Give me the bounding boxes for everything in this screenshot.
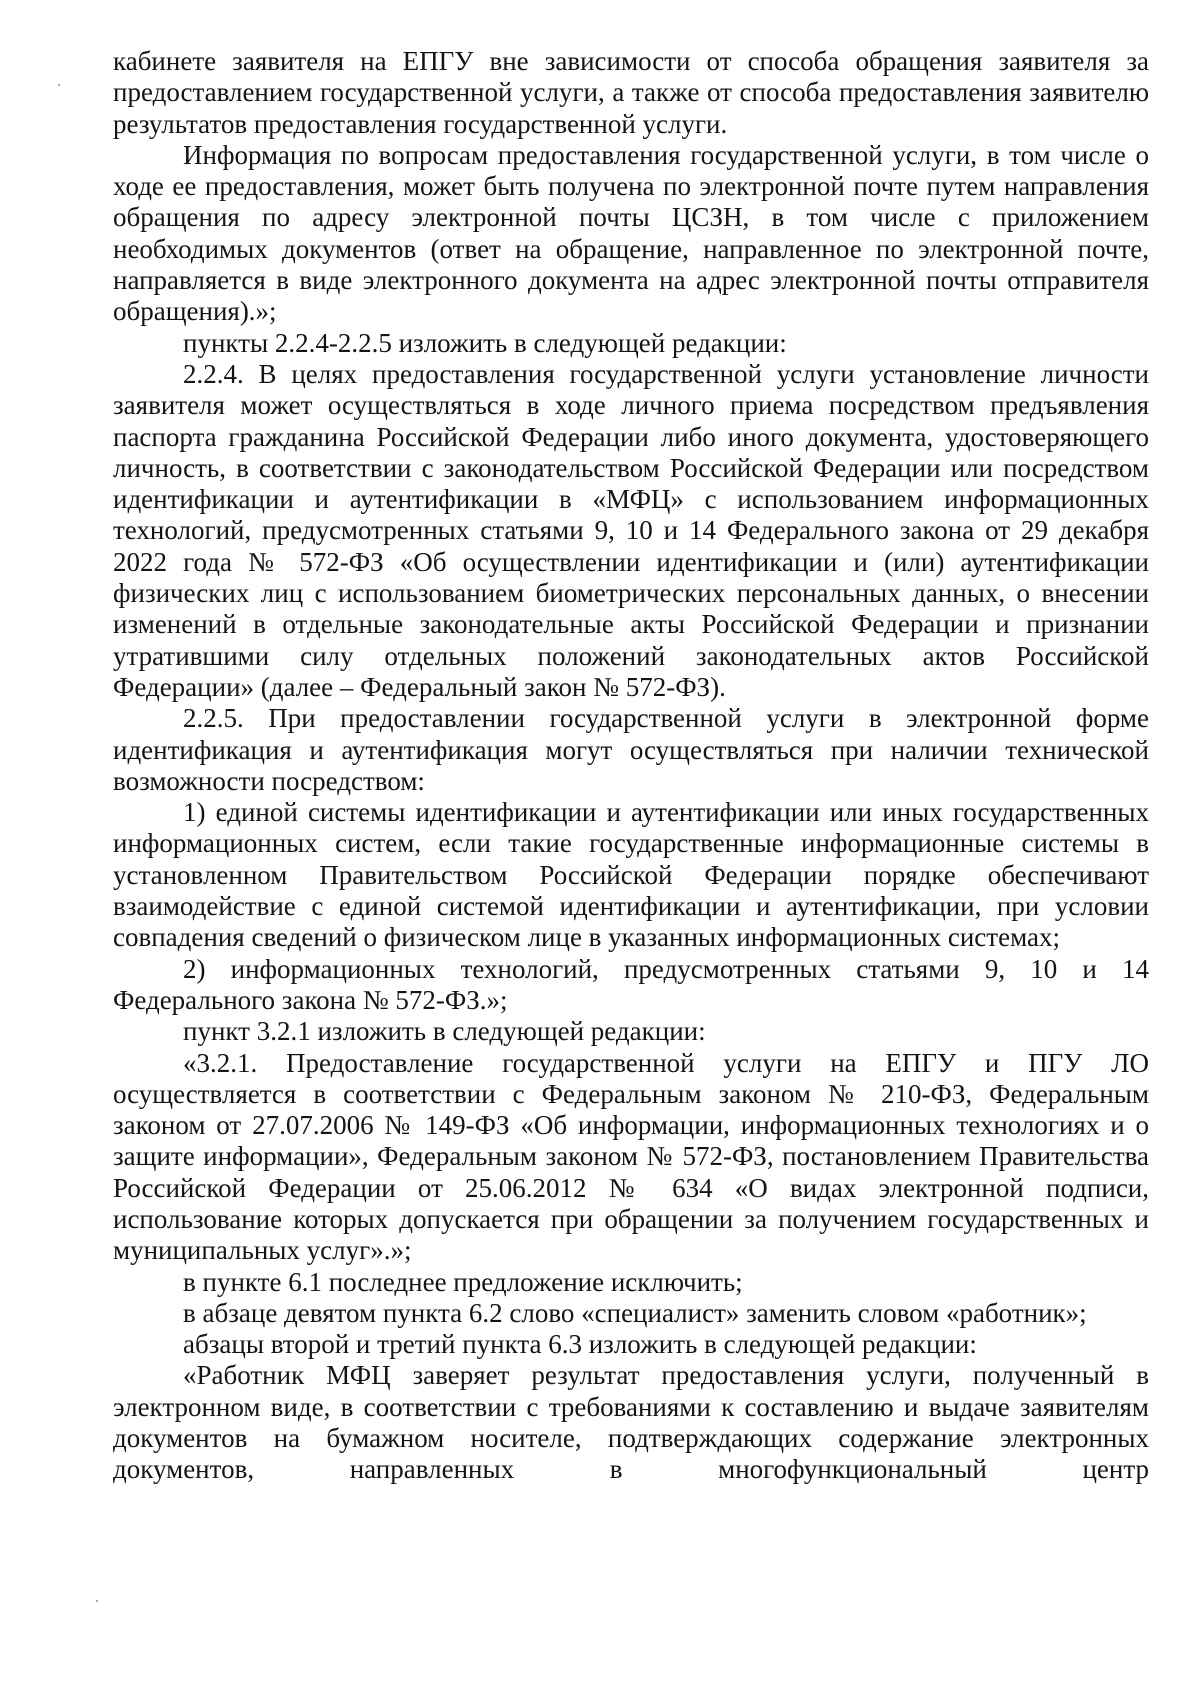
paragraph-amend-6-1: в пункте 6.1 последнее предложение исключить; [183, 1266, 743, 1297]
paragraph-clause-2-2-4: 2.2.4. В целях предоставления государственной услуги установление личности заявителя может осуществляться в ходе личного приема посредством предъявления паспорта гражданина Российской Федерации либо иного документа, удостоверяющего личность, в соответствии с законодательством Российской Федерации или посредством идентификации и аутентификации в «МФЦ» с использованием информационных технологий, предусмотренных статьями 9, 10 и 14 Федерального закона от 29 декабря 2022 года № 572-ФЗ «Об осуществлении идентификации и (или) аутентификации физических лиц с использованием биометрических персональных данных, о внесении изменений в отдельные законодательные акты Российской Федерации и признании утратившими силу отдельных положений законодательных актов Российской Федерации» (далее – Федеральный закон № 572-ФЗ). [113, 358, 1149, 702]
paragraph-amend-3-2-1: пункт 3.2.1 изложить в следующей редакции: [183, 1016, 706, 1047]
scan-speck [58, 84, 60, 86]
paragraph-amend-2-2-4: пункты 2.2.4-2.2.5 изложить в следующей редакции: [183, 327, 787, 358]
paragraph-item-2: 2) информационных технологий, предусмотренных статьями 9, 10 и 14 Федерального закона № 572-ФЗ.»; [113, 953, 1149, 1015]
paragraph-mfc-worker: «Работник МФЦ заверяет результат предоставления услуги, полученный в электронном виде, в соответствии с требованиями к составлению и выдаче заявителям документов на бумажном носителе, подтверждающих содержание электронных документов, направленных в многофункциональный центр [113, 1360, 1149, 1485]
paragraph-amend-6-2: в абзаце девятом пункта 6.2 слово «специалист» заменить словом «работник»; [183, 1297, 1087, 1328]
paragraph-information-email: Информация по вопросам предоставления государственной услуги, в том числе о ходе ее предоставления, может быть получена по электронной почте путем направления обращения по адресу электронной почты ЦСЗН, в том числе с приложением необходимых документов (ответ на обращение, направленное по электронной почте, направляется в виде электронного документа на адрес электронной почты отправителя обращения).»; [113, 139, 1149, 327]
scan-speck [96, 1600, 98, 1602]
document-page [113, 46, 1149, 1486]
paragraph-continuation: кабинете заявителя на ЕПГУ вне зависимости от способа обращения заявителя за предоставлением государственной услуги, а также от способа предоставления заявителю результатов предоставления государственной услуги. [113, 46, 1149, 139]
paragraph-item-1: 1) единой системы идентификации и аутентификации или иных государственных информационных систем, если такие государственные информационные системы в установленном Правительством Российской Федерации порядке обеспечивают взаимодействие с единой системой идентификации и аутентификации, при условии совпадения сведений о физическом лице в указанных информационных системах; [113, 797, 1149, 953]
paragraph-clause-2-2-5: 2.2.5. При предоставлении государственной услуги в электронной форме идентификация и аутентификация могут осуществляться при наличии технической возможности посредством: [113, 703, 1149, 796]
paragraph-clause-3-2-1: «3.2.1. Предоставление государственной услуги на ЕПГУ и ПГУ ЛО осуществляется в соответствии с Федеральным законом № 210-ФЗ, Федеральным законом от 27.07.2006 № 149-ФЗ «Об информации, информационных технологиях и о защите информации», Федеральным законом № 572-ФЗ, постановлением Правительства Российской Федерации от 25.06.2012 № 634 «О видах электронной подписи, использование которых допускается при обращении за получением государственных и муниципальных услуг».»; [113, 1047, 1149, 1266]
paragraph-amend-6-3: абзацы второй и третий пункта 6.3 изложить в следующей редакции: [183, 1329, 977, 1360]
